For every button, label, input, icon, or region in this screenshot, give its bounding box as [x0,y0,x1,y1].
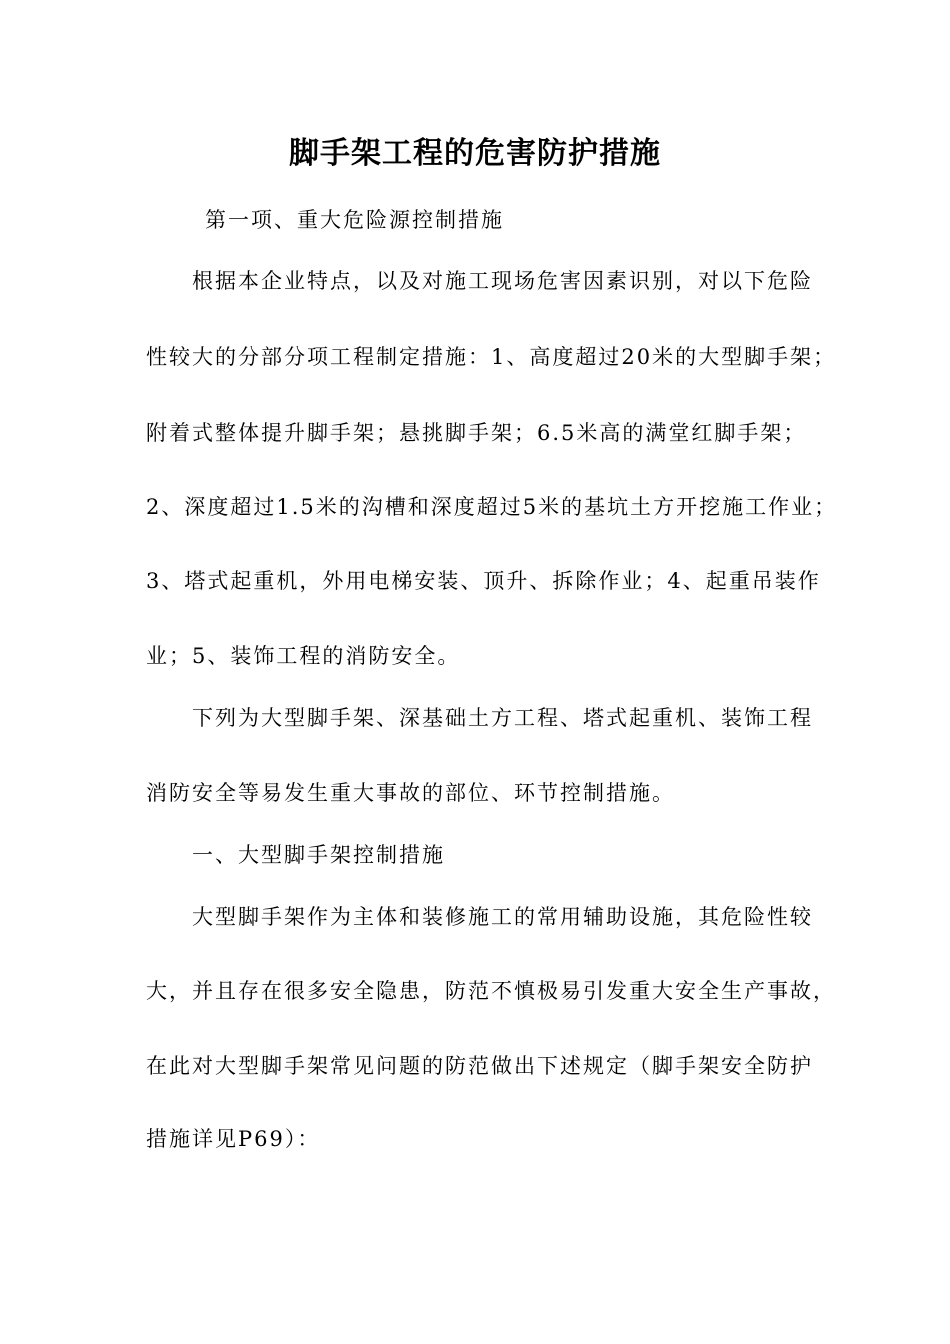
paragraph-line: 措施详见P69）： [146,1127,321,1151]
section-heading-2: 一、大型脚手架控制措施 [192,843,445,867]
document-title: 脚手架工程的危害防护措施 [289,136,661,171]
paragraph-line: 3、塔式起重机，外用电梯安装、顶升、拆除作业；4、起重吊装作 [146,569,821,593]
paragraph-line: 业；5、装饰工程的消防安全。 [146,644,461,668]
paragraph-line: 性较大的分部分项工程制定措施：1、高度超过20米的大型脚手架； [146,345,837,369]
section-heading-1: 第一项、重大危险源控制措施 [205,208,504,232]
paragraph-line: 根据本企业特点，以及对施工现场危害因素识别，对以下危险 [192,269,813,293]
paragraph-line: 2、深度超过1.5米的沟槽和深度超过5米的基坑土方开挖施工作业； [146,495,838,519]
paragraph-line: 大型脚手架作为主体和装修施工的常用辅助设施，其危险性较 [192,905,813,929]
paragraph-line: 下列为大型脚手架、深基础土方工程、塔式起重机、装饰工程 [192,706,813,730]
paragraph-line: 消防安全等易发生重大事故的部位、环节控制措施。 [146,781,675,805]
paragraph-line: 附着式整体提升脚手架；悬挑脚手架；6.5米高的满堂红脚手架； [146,421,807,445]
paragraph-line: 在此对大型脚手架常见问题的防范做出下述规定（脚手架安全防护 [146,1054,813,1078]
paragraph-line: 大，并且存在很多安全隐患，防范不慎极易引发重大安全生产事故， [146,979,836,1003]
